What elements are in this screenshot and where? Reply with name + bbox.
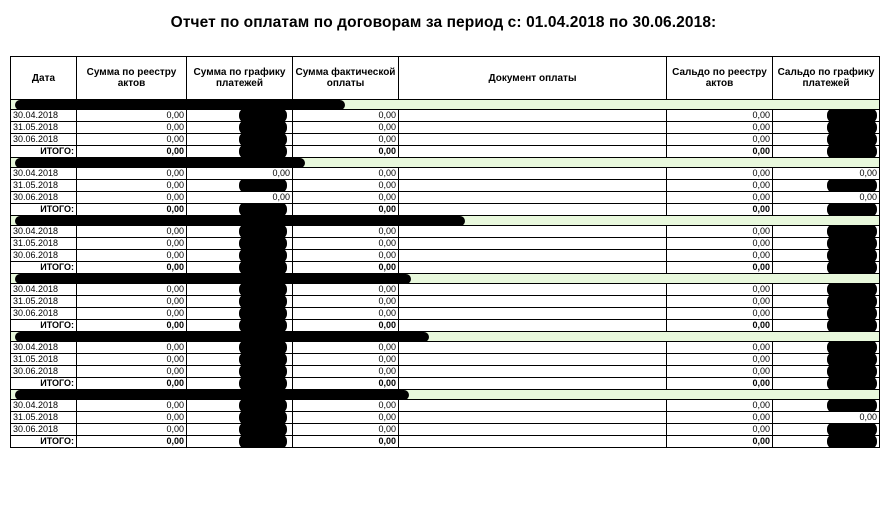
actual-cell: 0,00 (293, 122, 399, 134)
redacted-value (239, 320, 287, 332)
saldo-registry-cell: 0,00 (667, 354, 773, 366)
col-document-header: Документ оплаты (399, 57, 667, 100)
actual-cell: 0,00 (293, 250, 399, 262)
schedule-cell (187, 296, 293, 308)
total-schedule (187, 320, 293, 332)
date-cell: 30.06.2018 (11, 250, 77, 262)
schedule-cell (187, 342, 293, 354)
redacted-contract-name (15, 274, 411, 284)
table-row (11, 180, 880, 192)
saldo-schedule-cell (773, 354, 880, 366)
total-actual: 0,00 (293, 146, 399, 158)
saldo-registry-cell: 0,00 (667, 238, 773, 250)
redacted-value (827, 226, 877, 238)
col-actual-header: Сумма фактической оплаты (293, 57, 399, 100)
total-actual: 0,00 (293, 262, 399, 274)
total-label: ИТОГО: (11, 204, 77, 216)
redacted-contract-name (15, 390, 409, 400)
document-cell (399, 284, 667, 296)
table-row (11, 366, 880, 378)
saldo-schedule-cell (773, 366, 880, 378)
redacted-value (827, 204, 877, 216)
redacted-value (239, 226, 287, 238)
actual-cell: 0,00 (293, 134, 399, 146)
total-saldo-registry: 0,00 (667, 320, 773, 332)
table-row (11, 284, 880, 296)
total-registry: 0,00 (77, 204, 187, 216)
document-cell (399, 366, 667, 378)
redacted-value (827, 134, 877, 146)
saldo-registry-cell: 0,00 (667, 412, 773, 424)
total-label: ИТОГО: (11, 320, 77, 332)
total-schedule (187, 378, 293, 390)
total-schedule (187, 262, 293, 274)
table-row (11, 354, 880, 366)
registry-cell: 0,00 (77, 180, 187, 192)
redacted-contract-name (15, 158, 305, 168)
redacted-value (239, 354, 287, 366)
date-cell: 31.05.2018 (11, 180, 77, 192)
redacted-value (827, 250, 877, 262)
saldo-registry-cell: 0,00 (667, 424, 773, 436)
total-row (11, 204, 880, 216)
schedule-cell (187, 354, 293, 366)
registry-cell: 0,00 (77, 134, 187, 146)
saldo-schedule-cell (773, 284, 880, 296)
document-cell (399, 192, 667, 204)
total-label: ИТОГО: (11, 146, 77, 158)
registry-cell: 0,00 (77, 400, 187, 412)
redacted-value (827, 146, 877, 158)
total-registry: 0,00 (77, 262, 187, 274)
total-actual: 0,00 (293, 204, 399, 216)
actual-cell: 0,00 (293, 308, 399, 320)
redacted-value (239, 146, 287, 158)
date-cell: 30.06.2018 (11, 192, 77, 204)
redacted-value (827, 110, 877, 122)
actual-cell: 0,00 (293, 168, 399, 180)
date-cell: 30.04.2018 (11, 284, 77, 296)
actual-cell: 0,00 (293, 226, 399, 238)
total-registry: 0,00 (77, 146, 187, 158)
saldo-registry-cell: 0,00 (667, 250, 773, 262)
redacted-value (827, 308, 877, 320)
schedule-cell: 0,00 (187, 192, 293, 204)
schedule-cell (187, 226, 293, 238)
schedule-cell (187, 122, 293, 134)
document-cell (399, 308, 667, 320)
total-saldo-schedule (773, 204, 880, 216)
total-row (11, 436, 880, 448)
redacted-value (239, 366, 287, 378)
saldo-schedule-cell (773, 400, 880, 412)
registry-cell: 0,00 (77, 354, 187, 366)
table-row (11, 296, 880, 308)
date-cell: 30.06.2018 (11, 424, 77, 436)
contract-name-cell (11, 216, 880, 226)
redacted-value (827, 400, 877, 412)
actual-cell: 0,00 (293, 296, 399, 308)
redacted-value (239, 436, 287, 448)
date-cell: 30.06.2018 (11, 134, 77, 146)
document-cell (399, 296, 667, 308)
date-cell: 30.06.2018 (11, 366, 77, 378)
schedule-cell (187, 308, 293, 320)
registry-cell: 0,00 (77, 250, 187, 262)
redacted-contract-name (15, 100, 345, 110)
schedule-cell (187, 412, 293, 424)
contract-name-cell (11, 158, 880, 168)
redacted-value (827, 424, 877, 436)
total-actual: 0,00 (293, 320, 399, 332)
saldo-schedule-cell (773, 180, 880, 192)
redacted-value (827, 378, 877, 390)
total-row (11, 262, 880, 274)
col-saldo-registry-header: Сальдо по реестру актов (667, 57, 773, 100)
schedule-cell: 0,00 (187, 168, 293, 180)
total-schedule (187, 146, 293, 158)
saldo-schedule-cell: 0,00 (773, 192, 880, 204)
report-title: Отчет по оплатам по договорам за период с: 01.04.2018 по 30.06.2018: (170, 14, 717, 31)
saldo-schedule-cell (773, 296, 880, 308)
total-registry: 0,00 (77, 320, 187, 332)
registry-cell: 0,00 (77, 308, 187, 320)
registry-cell: 0,00 (77, 366, 187, 378)
contract-name-cell (11, 274, 880, 284)
document-cell (399, 342, 667, 354)
redacted-value (827, 296, 877, 308)
registry-cell: 0,00 (77, 110, 187, 122)
col-saldo-schedule-header: Сальдо по графику платежей (773, 57, 880, 100)
total-saldo-schedule (773, 146, 880, 158)
total-registry: 0,00 (77, 378, 187, 390)
saldo-schedule-cell (773, 122, 880, 134)
document-cell (399, 412, 667, 424)
registry-cell: 0,00 (77, 412, 187, 424)
schedule-cell (187, 110, 293, 122)
actual-cell: 0,00 (293, 110, 399, 122)
table-row (11, 250, 880, 262)
registry-cell: 0,00 (77, 168, 187, 180)
total-saldo-schedule (773, 262, 880, 274)
redacted-value (827, 342, 877, 354)
total-document (399, 320, 667, 332)
saldo-schedule-cell (773, 250, 880, 262)
redacted-value (827, 122, 877, 134)
total-saldo-schedule (773, 320, 880, 332)
total-label: ИТОГО: (11, 378, 77, 390)
contract-name-cell (11, 100, 880, 110)
redacted-value (239, 180, 287, 192)
redacted-value (827, 238, 877, 250)
date-cell: 31.05.2018 (11, 122, 77, 134)
saldo-registry-cell: 0,00 (667, 308, 773, 320)
schedule-cell (187, 366, 293, 378)
document-cell (399, 238, 667, 250)
table-row (11, 122, 880, 134)
schedule-cell (187, 238, 293, 250)
saldo-registry-cell: 0,00 (667, 122, 773, 134)
total-document (399, 262, 667, 274)
saldo-registry-cell: 0,00 (667, 168, 773, 180)
document-cell (399, 134, 667, 146)
registry-cell: 0,00 (77, 122, 187, 134)
col-date-header: Дата (11, 57, 77, 100)
redacted-value (239, 284, 287, 296)
saldo-schedule-cell (773, 308, 880, 320)
saldo-registry-cell: 0,00 (667, 296, 773, 308)
date-cell: 30.04.2018 (11, 342, 77, 354)
table-row (11, 412, 880, 424)
redacted-value (239, 238, 287, 250)
table-row (11, 400, 880, 412)
total-row (11, 146, 880, 158)
total-row (11, 378, 880, 390)
saldo-registry-cell: 0,00 (667, 284, 773, 296)
schedule-cell (187, 400, 293, 412)
redacted-value (239, 262, 287, 274)
actual-cell: 0,00 (293, 238, 399, 250)
document-cell (399, 400, 667, 412)
actual-cell: 0,00 (293, 366, 399, 378)
table-row (11, 342, 880, 354)
total-saldo-schedule (773, 378, 880, 390)
date-cell: 31.05.2018 (11, 354, 77, 366)
total-document (399, 436, 667, 448)
total-actual: 0,00 (293, 378, 399, 390)
date-cell: 30.04.2018 (11, 400, 77, 412)
table-row (11, 192, 880, 204)
table-row (11, 424, 880, 436)
actual-cell: 0,00 (293, 180, 399, 192)
contract-group-row (11, 216, 880, 226)
redacted-value (239, 378, 287, 390)
redacted-value (239, 424, 287, 436)
document-cell (399, 250, 667, 262)
redacted-value (827, 366, 877, 378)
actual-cell: 0,00 (293, 284, 399, 296)
date-cell: 30.04.2018 (11, 168, 77, 180)
table-row (11, 134, 880, 146)
redacted-value (827, 262, 877, 274)
total-document (399, 378, 667, 390)
total-schedule (187, 204, 293, 216)
actual-cell: 0,00 (293, 424, 399, 436)
redacted-value (239, 412, 287, 424)
redacted-contract-name (15, 332, 429, 342)
redacted-value (827, 284, 877, 296)
total-row (11, 320, 880, 332)
redacted-value (239, 308, 287, 320)
actual-cell: 0,00 (293, 412, 399, 424)
saldo-schedule-cell (773, 424, 880, 436)
document-cell (399, 180, 667, 192)
saldo-registry-cell: 0,00 (667, 192, 773, 204)
saldo-schedule-cell (773, 226, 880, 238)
actual-cell: 0,00 (293, 400, 399, 412)
date-cell: 30.06.2018 (11, 308, 77, 320)
total-document (399, 204, 667, 216)
total-saldo-registry: 0,00 (667, 146, 773, 158)
registry-cell: 0,00 (77, 226, 187, 238)
contract-group-row (11, 390, 880, 400)
redacted-value (827, 320, 877, 332)
header-row (11, 57, 880, 100)
redacted-value (239, 296, 287, 308)
redacted-value (239, 342, 287, 354)
actual-cell: 0,00 (293, 342, 399, 354)
saldo-schedule-cell (773, 342, 880, 354)
schedule-cell (187, 134, 293, 146)
table-row (11, 308, 880, 320)
saldo-schedule-cell (773, 110, 880, 122)
contract-group-row (11, 274, 880, 284)
redacted-value (827, 436, 877, 448)
contract-group-row (11, 158, 880, 168)
schedule-cell (187, 424, 293, 436)
contract-group-row (11, 332, 880, 342)
payments-table (10, 56, 880, 448)
redacted-contract-name (15, 216, 465, 226)
document-cell (399, 168, 667, 180)
saldo-schedule-cell (773, 134, 880, 146)
registry-cell: 0,00 (77, 238, 187, 250)
total-saldo-registry: 0,00 (667, 204, 773, 216)
col-schedule-header: Сумма по графику платежей (187, 57, 293, 100)
date-cell: 31.05.2018 (11, 238, 77, 250)
contract-name-cell (11, 390, 880, 400)
redacted-value (239, 134, 287, 146)
total-saldo-registry: 0,00 (667, 262, 773, 274)
document-cell (399, 226, 667, 238)
redacted-value (239, 250, 287, 262)
schedule-cell (187, 180, 293, 192)
total-actual: 0,00 (293, 436, 399, 448)
saldo-schedule-cell: 0,00 (773, 168, 880, 180)
saldo-registry-cell: 0,00 (667, 134, 773, 146)
saldo-schedule-cell: 0,00 (773, 412, 880, 424)
total-saldo-registry: 0,00 (667, 378, 773, 390)
schedule-cell (187, 284, 293, 296)
document-cell (399, 122, 667, 134)
contract-group-row (11, 100, 880, 110)
actual-cell: 0,00 (293, 192, 399, 204)
total-saldo-registry: 0,00 (667, 436, 773, 448)
actual-cell: 0,00 (293, 354, 399, 366)
redacted-value (239, 110, 287, 122)
table-row (11, 238, 880, 250)
date-cell: 31.05.2018 (11, 412, 77, 424)
redacted-value (827, 180, 877, 192)
total-saldo-schedule (773, 436, 880, 448)
document-cell (399, 110, 667, 122)
date-cell: 30.04.2018 (11, 226, 77, 238)
saldo-registry-cell: 0,00 (667, 180, 773, 192)
document-cell (399, 354, 667, 366)
total-schedule (187, 436, 293, 448)
registry-cell: 0,00 (77, 342, 187, 354)
saldo-registry-cell: 0,00 (667, 400, 773, 412)
saldo-registry-cell: 0,00 (667, 110, 773, 122)
redacted-value (239, 122, 287, 134)
redacted-value (239, 400, 287, 412)
col-registry-header: Сумма по реестру актов (77, 57, 187, 100)
document-cell (399, 424, 667, 436)
registry-cell: 0,00 (77, 284, 187, 296)
table-row (11, 168, 880, 180)
registry-cell: 0,00 (77, 192, 187, 204)
table-row (11, 110, 880, 122)
date-cell: 31.05.2018 (11, 296, 77, 308)
contract-name-cell (11, 332, 880, 342)
saldo-registry-cell: 0,00 (667, 226, 773, 238)
registry-cell: 0,00 (77, 296, 187, 308)
saldo-registry-cell: 0,00 (667, 366, 773, 378)
total-registry: 0,00 (77, 436, 187, 448)
schedule-cell (187, 250, 293, 262)
date-cell: 30.04.2018 (11, 110, 77, 122)
redacted-value (827, 354, 877, 366)
redacted-value (239, 204, 287, 216)
total-label: ИТОГО: (11, 436, 77, 448)
saldo-schedule-cell (773, 238, 880, 250)
registry-cell: 0,00 (77, 424, 187, 436)
saldo-registry-cell: 0,00 (667, 342, 773, 354)
total-document (399, 146, 667, 158)
table-row (11, 226, 880, 238)
total-label: ИТОГО: (11, 262, 77, 274)
